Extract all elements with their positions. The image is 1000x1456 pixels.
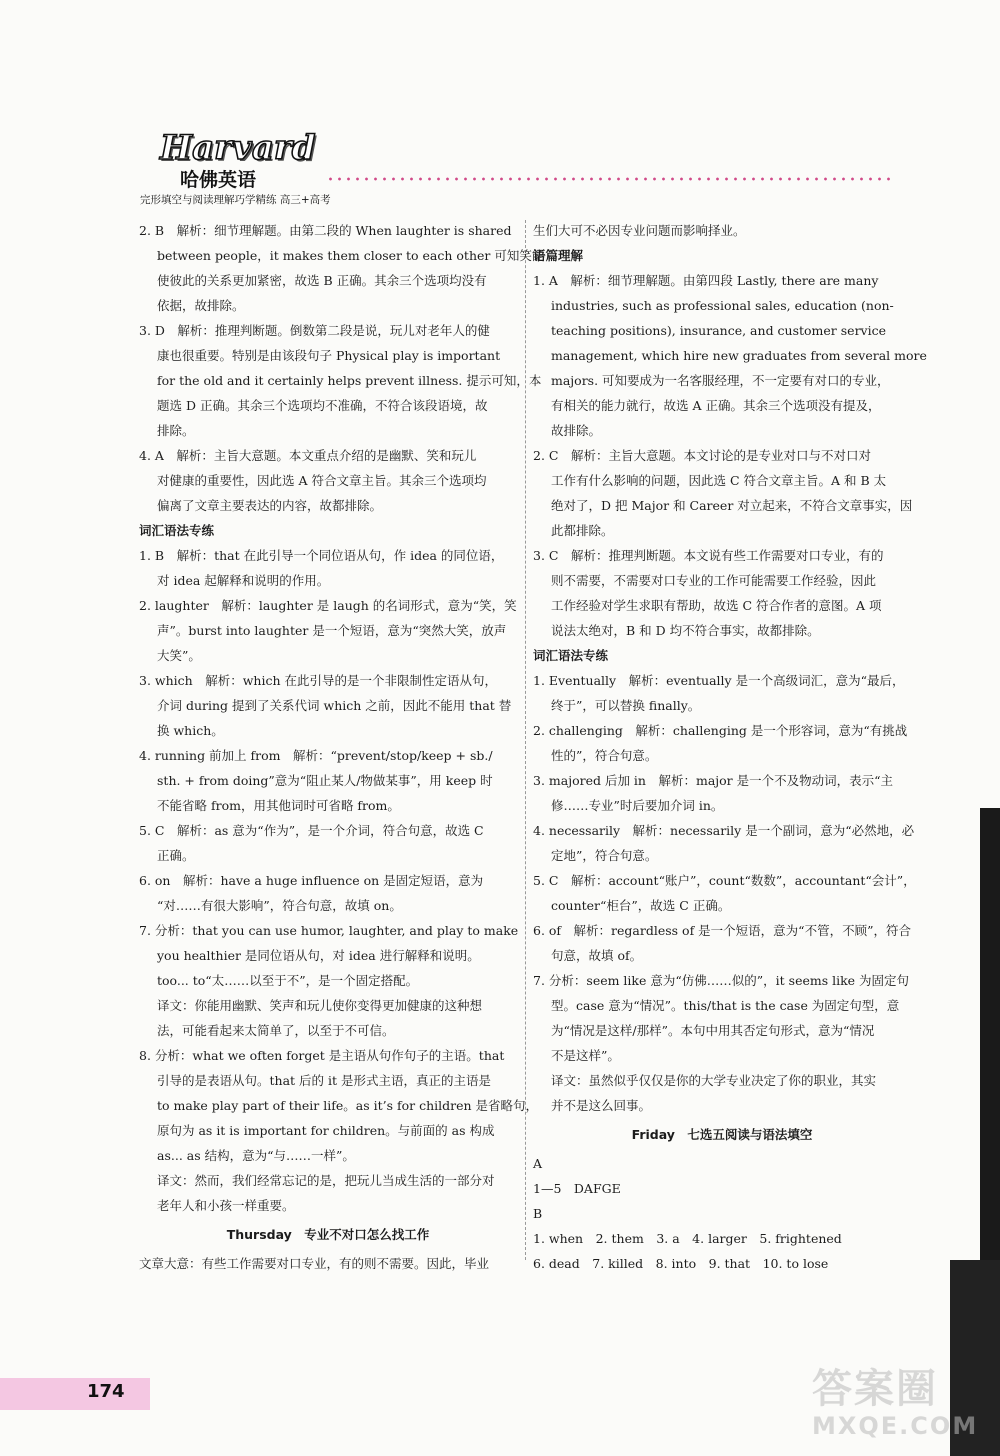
text-line: 工作经验对学生求职有帮助，故选 C 符合作者的意图。A 项 — [551, 598, 882, 613]
text-line: 性的”，符合句意。 — [551, 748, 658, 763]
text-line: 引导的是表语从句。that 后的 it 是形式主语，真正的主语是 — [157, 1073, 491, 1088]
text-line: “对……有很大影响”，符合句意，故填 on。 — [157, 898, 402, 913]
answer-item — [139, 918, 517, 1043]
answer-item — [533, 268, 927, 443]
text-line: 3. C 解析：推理判断题。本文说有些工作需要对口专业，有的 — [533, 548, 884, 563]
text-line: Thursday 专业不对口怎么找工作 — [226, 1227, 430, 1242]
page-number: 174 — [87, 1381, 125, 1402]
text-line: as... as 结构，意为“与……一样”。 — [157, 1148, 355, 1163]
text-line: 6. on 解析：have a huge influence on 是固定短语，意为 — [139, 873, 484, 888]
page-number-tab — [0, 1378, 150, 1410]
text-line: 文章大意：有些工作需要对口专业，有的则不需要。因此，毕业 — [139, 1256, 490, 1271]
text-line: 工作有什么影响的问题，因此选 C 符合文章主旨。A 和 B 太 — [551, 473, 887, 488]
text-line: 7. 分析：that you can use humor, laughter, and play to make — [139, 923, 519, 938]
text-line: 康也很重要。特别是由该段句子 Physical play is important — [157, 348, 501, 363]
logo-brand-text: Harvard — [160, 128, 316, 168]
answer-item — [533, 718, 911, 768]
text-line: 不是这样”。 — [551, 1048, 620, 1063]
text-line: 正确。 — [157, 848, 195, 863]
text-line: for the old and it certainly helps prevent illness. 提示可知，本 — [157, 373, 542, 388]
text-line: too... to“太……以至于不”，是一个固定搭配。 — [157, 973, 419, 988]
text-line: 说法太绝对，B 和 D 均不符合事实，故都排除。 — [551, 623, 820, 638]
watermark-line-2: MXQE.COM — [812, 1412, 979, 1440]
answer-item — [533, 868, 916, 918]
text-line: 偏离了文章主要表达的内容，故都排除。 — [157, 498, 383, 513]
text-line: 有相关的能力就行，故选 A 正确。其余三个选项没有提及， — [551, 398, 881, 413]
text-line: management, which hire new graduates from several more — [551, 348, 927, 363]
answer-item — [533, 1226, 911, 1251]
text-line: 型。case 意为“情况”。this/that is the case 为固定句型，意 — [551, 998, 900, 1013]
text-line: 6. dead 7. killed 8. into 9. that 10. to lose — [533, 1256, 829, 1271]
answer-item — [139, 818, 517, 868]
text-line: 句意，故填 of。 — [551, 948, 643, 963]
text-line: 2. B 解析：细节理解题。由第二段的 When laughter is shared — [139, 223, 512, 238]
day-heading — [533, 1122, 911, 1147]
answer-item — [139, 743, 517, 818]
answer-item — [533, 918, 911, 968]
answer-item — [139, 318, 542, 443]
text-line: 4. necessarily 解析：necessarily 是一个副词，意为“必然地，必 — [533, 823, 915, 838]
series-title: 完形填空与阅读理解巧学精练 高三+高考 — [140, 194, 331, 206]
text-line: 终于”，可以替换 finally。 — [551, 698, 701, 713]
watermark-line-1: 答案圈 — [812, 1366, 938, 1412]
header-dotted-rule — [326, 177, 894, 181]
text-line: 译文：虽然似乎仅仅是你的大学专业决定了你的职业，其实 — [551, 1073, 877, 1088]
text-line: 4. running 前加上 from 解析：“prevent/stop/keep + sb./ — [139, 748, 493, 763]
logo-chinese-title: 哈佛英语 — [180, 169, 257, 191]
text-line: 原句为 as it is important for children。与前面的 as 构成 — [157, 1123, 495, 1138]
text-line: 译文：你能用幽默、笑声和玩儿使你变得更加健康的这种想 — [157, 998, 483, 1013]
text-line: 题选 D 正确。其余三个选项均不准确，不符合该段语境，故 — [157, 398, 488, 413]
answer-item — [139, 543, 517, 593]
text-line: 3. majored 后加 in 解析：major 是一个不及物动词，表示“主 — [533, 773, 894, 788]
text-line: 依据，故排除。 — [157, 298, 245, 313]
text-line: 此都排除。 — [551, 523, 614, 538]
text-line: 1. A 解析：细节理解题。由第四段 Lastly, there are many — [533, 273, 879, 288]
answer-item — [533, 1151, 911, 1176]
text-line: industries, such as professional sales, education (non- — [551, 298, 894, 313]
text-line: 3. which 解析：which 在此引导的是一个非限制性定语从句， — [139, 673, 497, 688]
text-line: 不能省略 from，用其他词时可省略 from。 — [157, 798, 400, 813]
text-line: 2. laughter 解析：laughter 是 laugh 的名词形式，意为“笑，笑 — [139, 598, 517, 613]
text-line: teaching positions), insurance, and customer service — [551, 323, 886, 338]
answer-item — [139, 218, 545, 318]
answer-item — [533, 818, 915, 868]
text-line: 修……专业”时后要加介词 in。 — [551, 798, 724, 813]
text-line: 2. C 解析：主旨大意题。本文讨论的是专业对口与不对口对 — [533, 448, 871, 463]
answer-item — [139, 668, 517, 743]
text-line: 定地”，符合句意。 — [551, 848, 658, 863]
text-line: 介词 during 提到了关系代词 which 之前，因此不能用 that 替 — [157, 698, 512, 713]
answer-item — [533, 218, 911, 243]
text-line: 5. C 解析：account“账户”，count“数数”，accountant“会计”， — [533, 873, 916, 888]
answer-item — [533, 768, 911, 818]
text-line: 1—5 DAFGE — [533, 1181, 621, 1196]
text-line: between people，it makes them closer to each other 可知笑能 — [157, 248, 545, 263]
watermark — [812, 1366, 992, 1452]
text-line: 词汇语法专练 — [139, 523, 215, 538]
text-line: to make play part of their life。as it’s for children 是省略句， — [157, 1098, 539, 1113]
answer-item — [533, 668, 911, 718]
text-line: 对 idea 起解释和说明的作用。 — [157, 573, 330, 588]
right-column — [533, 218, 927, 1276]
text-line: you healthier 是同位语从句，对 idea 进行解释和说明。 — [157, 948, 480, 963]
text-line: 使彼此的关系更加紧密，故选 B 正确。其余三个选项均没有 — [157, 273, 487, 288]
text-line: 则不需要，不需要对口专业的工作可能需要工作经验，因此 — [551, 573, 877, 588]
text-line: 大笑”。 — [157, 648, 201, 663]
text-line: 生们大可不必因专业问题而影响择业。 — [533, 223, 746, 238]
answer-item — [139, 593, 517, 668]
left-column — [139, 218, 545, 1276]
text-line: 1. Eventually 解析：eventually 是一个高级词汇，意为“最后， — [533, 673, 905, 688]
text-line: 6. of 解析：regardless of 是一个短语，意为“不管，不顾”，符合 — [533, 923, 911, 938]
section-heading — [533, 243, 911, 268]
answer-item — [533, 968, 911, 1118]
section-heading — [533, 643, 911, 668]
answer-item — [533, 1176, 911, 1201]
text-line: 老年人和小孩一样重要。 — [157, 1198, 295, 1213]
section-heading — [139, 518, 517, 543]
text-line: 为“情况是这样/那样”。本句中用其否定句形式，意为“情况 — [551, 1023, 875, 1038]
text-line: B — [533, 1206, 543, 1221]
text-line: 3. D 解析：推理判断题。倒数第二段是说，玩儿对老年人的健 — [139, 323, 490, 338]
text-line: 声”。burst into laughter 是一个短语，意为“突然大笑，放声 — [157, 623, 507, 638]
answer-item — [139, 1251, 517, 1276]
text-line: A — [533, 1156, 543, 1171]
day-heading — [139, 1222, 517, 1247]
text-line: 法，可能看起来太简单了，以至于不可信。 — [157, 1023, 395, 1038]
harvard-logo — [140, 128, 330, 210]
text-line: 5. C 解析：as 意为“作为”，是一个介词，符合句意，故选 C — [139, 823, 484, 838]
text-line: 绝对了，D 把 Major 和 Career 对立起来，不符合文章事实，因 — [551, 498, 913, 513]
text-line: 对健康的重要性，因此选 A 符合文章主旨。其余三个选项均 — [157, 473, 487, 488]
text-line: Friday 七选五阅读与语法填空 — [631, 1127, 813, 1142]
text-line: 故排除。 — [551, 423, 602, 438]
text-line: 并不是这么回事。 — [551, 1098, 652, 1113]
text-line: 译文：然而，我们经常忘记的是，把玩儿当成生活的一部分对 — [157, 1173, 495, 1188]
text-line: 词汇语法专练 — [533, 648, 609, 663]
text-line: majors. 可知要成为一名客服经理，不一定要有对口的专业， — [551, 373, 890, 388]
answer-item — [533, 1201, 911, 1226]
answer-item — [533, 1251, 911, 1276]
text-line: 1. when 2. them 3. a 4. larger 5. frightened — [533, 1231, 842, 1246]
text-line: sth. + from doing”意为“阻止某人/物做某事”，用 keep 时 — [157, 773, 493, 788]
text-line: 8. 分析：what we often forget 是主语从句作句子的主语。that — [139, 1048, 505, 1063]
answer-item — [139, 1043, 539, 1218]
text-line: 1. B 解析：that 在此引导一个同位语从句，作 idea 的同位语， — [139, 548, 504, 563]
text-line: 语篇理解 — [533, 248, 584, 263]
text-line: 换 which。 — [157, 723, 224, 738]
text-line: 4. A 解析：主旨大意题。本文重点介绍的是幽默、笑和玩儿 — [139, 448, 477, 463]
text-line: 排除。 — [157, 423, 195, 438]
text-line: 7. 分析：seem like 意为“仿佛……似的”，it seems like 为固定句 — [533, 973, 910, 988]
answer-item — [139, 868, 517, 918]
answer-item — [533, 543, 911, 643]
text-line: 2. challenging 解析：challenging 是一个形容词，意为“有挑战 — [533, 723, 908, 738]
answer-item — [533, 443, 911, 543]
text-line: counter“柜台”，故选 C 正确。 — [551, 898, 731, 913]
answer-item — [139, 443, 517, 518]
